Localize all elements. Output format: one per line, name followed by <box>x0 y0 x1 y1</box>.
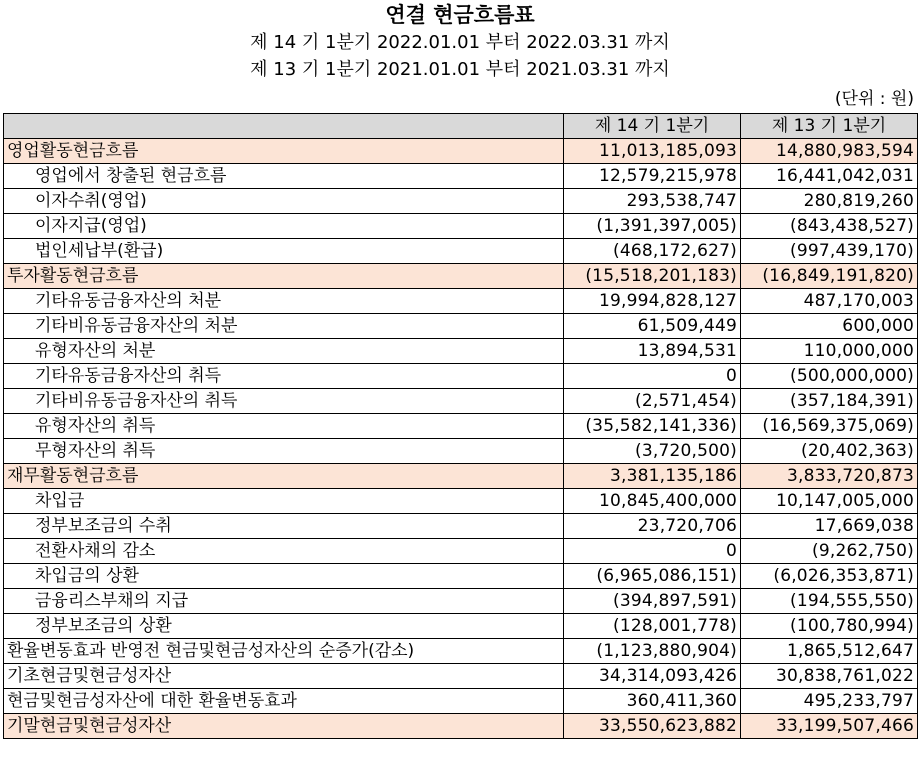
row-label: 금융리스부채의 지급 <box>4 589 564 614</box>
row-current: (6,965,086,151) <box>564 564 741 589</box>
row-current: 11,013,185,093 <box>564 139 741 164</box>
row-label: 투자활동현금흐름 <box>4 264 564 289</box>
table-row <box>4 289 918 314</box>
table-row <box>4 214 918 239</box>
row-prior: 1,865,512,647 <box>741 639 918 664</box>
row-prior: (194,555,550) <box>741 589 918 614</box>
row-label: 기말현금및현금성자산 <box>4 714 564 739</box>
row-label: 현금및현금성자산에 대한 환율변동효과 <box>4 689 564 714</box>
row-current: (15,518,201,183) <box>564 264 741 289</box>
row-label: 유형자산의 취득 <box>4 414 564 439</box>
row-prior: 600,000 <box>741 314 918 339</box>
row-label: 기타비유동금융자산의 취득 <box>4 389 564 414</box>
table-row <box>4 414 918 439</box>
row-prior: 16,441,042,031 <box>741 164 918 189</box>
table-row <box>4 189 918 214</box>
table-row <box>4 339 918 364</box>
table-row <box>4 614 918 639</box>
row-label: 유형자산의 처분 <box>4 339 564 364</box>
table-row <box>4 364 918 389</box>
table-row <box>4 389 918 414</box>
row-current: 33,550,623,882 <box>564 714 741 739</box>
header-prior-period: 제 13 기 1분기 <box>741 114 918 139</box>
row-prior: (357,184,391) <box>741 389 918 414</box>
row-current: 3,381,135,186 <box>564 464 741 489</box>
row-prior: (16,569,375,069) <box>741 414 918 439</box>
row-prior: 487,170,003 <box>741 289 918 314</box>
table-row <box>4 639 918 664</box>
row-current: 12,579,215,978 <box>564 164 741 189</box>
row-current: (3,720,500) <box>564 439 741 464</box>
row-current: (2,571,454) <box>564 389 741 414</box>
table-row <box>4 714 918 739</box>
row-current: 19,994,828,127 <box>564 289 741 314</box>
row-current: (1,123,880,904) <box>564 639 741 664</box>
row-current: 0 <box>564 539 741 564</box>
row-label: 이자수취(영업) <box>4 189 564 214</box>
table-row <box>4 164 918 189</box>
table-row <box>4 689 918 714</box>
row-label: 무형자산의 취득 <box>4 439 564 464</box>
row-prior: 3,833,720,873 <box>741 464 918 489</box>
row-prior: 30,838,761,022 <box>741 664 918 689</box>
row-prior: (16,849,191,820) <box>741 264 918 289</box>
row-label: 이자지급(영업) <box>4 214 564 239</box>
row-current: 360,411,360 <box>564 689 741 714</box>
row-label: 기타유동금융자산의 처분 <box>4 289 564 314</box>
row-prior: 17,669,038 <box>741 514 918 539</box>
row-label: 기타비유동금융자산의 처분 <box>4 314 564 339</box>
row-label: 정부보조금의 수취 <box>4 514 564 539</box>
row-label: 재무활동현금흐름 <box>4 464 564 489</box>
table-row <box>4 264 918 289</box>
row-prior: (997,439,170) <box>741 239 918 264</box>
row-current: (394,897,591) <box>564 589 741 614</box>
statement-title: 연결 현금흐름표 <box>385 3 535 27</box>
table-row <box>4 464 918 489</box>
row-current: 61,509,449 <box>564 314 741 339</box>
row-current: (468,172,627) <box>564 239 741 264</box>
row-prior: 10,147,005,000 <box>741 489 918 514</box>
row-prior: 14,880,983,594 <box>741 139 918 164</box>
row-label: 환율변동효과 반영전 현금및현금성자산의 순증가(감소) <box>4 639 564 664</box>
row-label: 기초현금및현금성자산 <box>4 664 564 689</box>
row-prior: (843,438,527) <box>741 214 918 239</box>
row-prior: 33,199,507,466 <box>741 714 918 739</box>
table-row <box>4 564 918 589</box>
table-row <box>4 314 918 339</box>
row-prior: (500,000,000) <box>741 364 918 389</box>
table-row <box>4 514 918 539</box>
row-prior: (9,262,750) <box>741 539 918 564</box>
row-current: 23,720,706 <box>564 514 741 539</box>
row-prior: (20,402,363) <box>741 439 918 464</box>
row-label: 차입금의 상환 <box>4 564 564 589</box>
table-row <box>4 239 918 264</box>
row-prior: 280,819,260 <box>741 189 918 214</box>
row-label: 영업활동현금흐름 <box>4 139 564 164</box>
row-current: (128,001,778) <box>564 614 741 639</box>
header-current-period: 제 14 기 1분기 <box>564 114 741 139</box>
table-row <box>4 589 918 614</box>
row-label: 법인세납부(환급) <box>4 239 564 264</box>
row-prior: 495,233,797 <box>741 689 918 714</box>
row-current: 10,845,400,000 <box>564 489 741 514</box>
row-prior: (6,026,353,871) <box>741 564 918 589</box>
table-header-row <box>4 114 918 139</box>
row-label: 영업에서 창출된 현금흐름 <box>4 164 564 189</box>
period-current: 제 14 기 1분기 2022.01.01 부터 2022.03.31 까지 <box>250 32 670 53</box>
table-row <box>4 139 918 164</box>
table-row <box>4 664 918 689</box>
row-label: 기타유동금융자산의 취득 <box>4 364 564 389</box>
row-current: 0 <box>564 364 741 389</box>
table-row <box>4 439 918 464</box>
row-label: 정부보조금의 상환 <box>4 614 564 639</box>
row-prior: (100,780,994) <box>741 614 918 639</box>
cash-flow-table <box>3 113 918 739</box>
row-prior: 110,000,000 <box>741 339 918 364</box>
row-current: 13,894,531 <box>564 339 741 364</box>
table-row <box>4 489 918 514</box>
row-current: 34,314,093,426 <box>564 664 741 689</box>
row-label: 차입금 <box>4 489 564 514</box>
row-current: (35,582,141,336) <box>564 414 741 439</box>
row-label: 전환사채의 감소 <box>4 539 564 564</box>
period-prior: 제 13 기 1분기 2021.01.01 부터 2021.03.31 까지 <box>250 59 670 80</box>
row-current: (1,391,397,005) <box>564 214 741 239</box>
header-blank <box>4 114 564 139</box>
table-row <box>4 539 918 564</box>
row-current: 293,538,747 <box>564 189 741 214</box>
unit-label: (단위 : 원) <box>834 89 914 109</box>
